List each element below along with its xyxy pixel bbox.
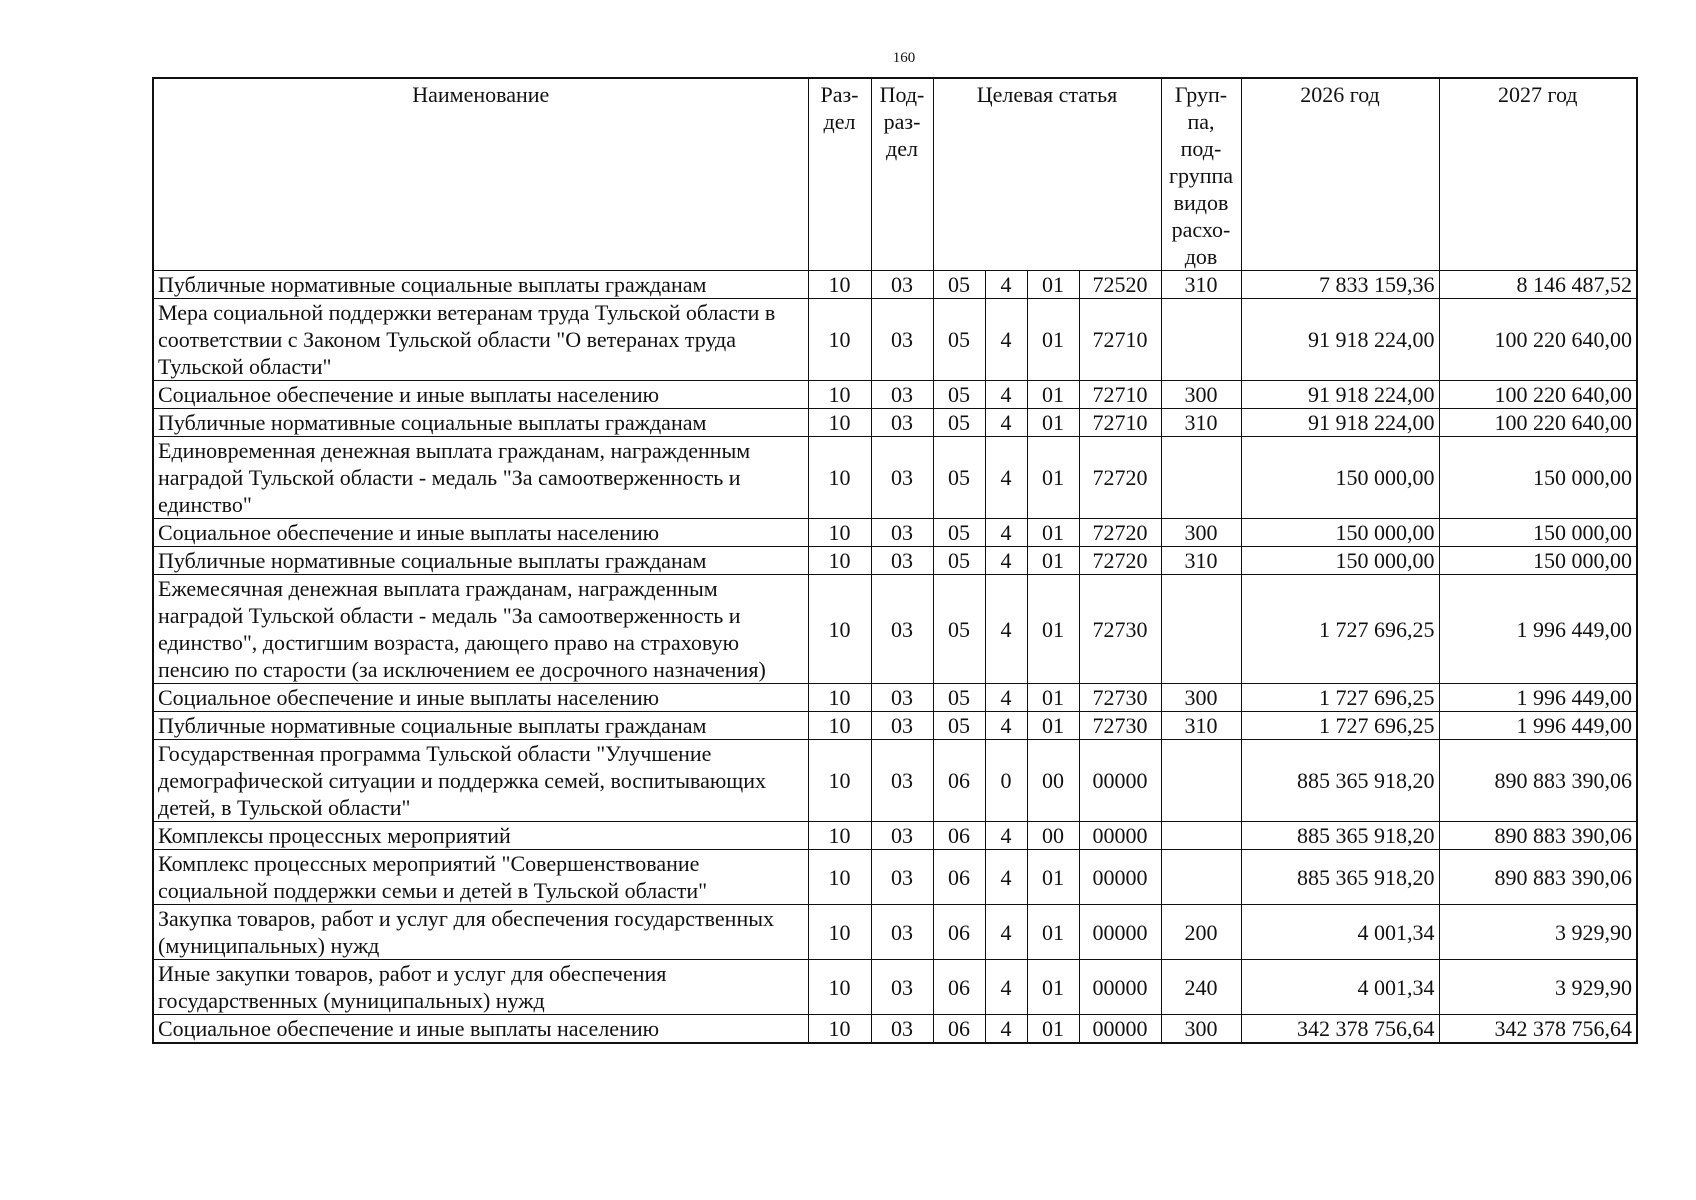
row-target-program: 06 [933,850,985,905]
row-razdel: 10 [808,905,871,960]
page-number: 160 [892,50,916,66]
row-amount-2026: 885 365 918,20 [1241,850,1439,905]
row-podrazdel: 03 [871,712,933,740]
table-row [153,519,1637,547]
header-target-article: Целевая статья [933,78,1161,271]
row-expense-group: 310 [1161,712,1241,740]
row-expense-group [1161,850,1241,905]
row-name: Иные закупки товаров, работ и услуг для обеспечения государственных (муниципальных) нужд [153,960,808,1015]
table-row [153,271,1637,299]
row-target-direction: 00000 [1079,1015,1161,1044]
row-target-type: 4 [985,822,1027,850]
row-target-direction: 72720 [1079,519,1161,547]
row-target-program: 05 [933,409,985,437]
row-target-program: 05 [933,519,985,547]
row-razdel: 10 [808,712,871,740]
table-row [153,905,1637,960]
row-target-subprogram: 01 [1027,960,1079,1015]
row-target-program: 05 [933,575,985,684]
row-podrazdel: 03 [871,271,933,299]
row-target-direction: 00000 [1079,850,1161,905]
row-name: Публичные нормативные социальные выплаты гражданам [153,409,808,437]
table-row [153,381,1637,409]
row-podrazdel: 03 [871,822,933,850]
row-name: Мера социальной поддержки ветеранам труда Тульской области в соответствии с Законом Тульской области "О ветеранах труда Тульской области" [153,299,808,381]
row-target-subprogram: 01 [1027,519,1079,547]
row-amount-2027: 100 220 640,00 [1439,299,1637,381]
row-target-subprogram: 01 [1027,712,1079,740]
row-target-subprogram: 01 [1027,1015,1079,1044]
row-target-program: 06 [933,740,985,822]
header-name: Наименование [153,78,808,271]
row-target-direction: 00000 [1079,960,1161,1015]
row-expense-group: 310 [1161,409,1241,437]
row-target-subprogram: 01 [1027,547,1079,575]
row-target-subprogram: 01 [1027,850,1079,905]
row-podrazdel: 03 [871,740,933,822]
table-row [153,850,1637,905]
row-amount-2027: 890 883 390,06 [1439,740,1637,822]
row-amount-2026: 91 918 224,00 [1241,381,1439,409]
row-podrazdel: 03 [871,299,933,381]
row-target-program: 06 [933,960,985,1015]
row-name: Социальное обеспечение и иные выплаты населению [153,684,808,712]
row-target-direction: 72720 [1079,547,1161,575]
row-amount-2027: 150 000,00 [1439,519,1637,547]
table-row [153,1015,1637,1044]
table-row [153,960,1637,1015]
row-target-subprogram: 00 [1027,740,1079,822]
row-target-type: 4 [985,299,1027,381]
row-expense-group: 200 [1161,905,1241,960]
row-target-type: 4 [985,850,1027,905]
header-expense-group: Груп-па, под-группа видов расхо-дов [1161,78,1241,271]
row-razdel: 10 [808,684,871,712]
row-target-direction: 72730 [1079,575,1161,684]
row-razdel: 10 [808,381,871,409]
row-expense-group: 300 [1161,519,1241,547]
row-expense-group: 240 [1161,960,1241,1015]
row-target-subprogram: 01 [1027,684,1079,712]
row-razdel: 10 [808,271,871,299]
row-name: Социальное обеспечение и иные выплаты населению [153,381,808,409]
row-target-direction: 72730 [1079,712,1161,740]
row-amount-2027: 342 378 756,64 [1439,1015,1637,1044]
row-amount-2026: 1 727 696,25 [1241,684,1439,712]
row-target-type: 4 [985,712,1027,740]
row-target-direction: 72730 [1079,684,1161,712]
row-podrazdel: 03 [871,409,933,437]
row-target-subprogram: 01 [1027,299,1079,381]
row-razdel: 10 [808,822,871,850]
row-expense-group [1161,299,1241,381]
row-expense-group: 300 [1161,1015,1241,1044]
row-target-program: 05 [933,712,985,740]
row-podrazdel: 03 [871,684,933,712]
row-amount-2027: 8 146 487,52 [1439,271,1637,299]
row-name: Единовременная денежная выплата гражданам, награжденным наградой Тульской области - медаль "За самоотверженность и единство" [153,437,808,519]
row-target-program: 05 [933,299,985,381]
header-2026: 2026 год [1241,78,1439,271]
row-razdel: 10 [808,740,871,822]
row-amount-2026: 4 001,34 [1241,960,1439,1015]
row-amount-2026: 885 365 918,20 [1241,822,1439,850]
table-row [153,740,1637,822]
row-podrazdel: 03 [871,850,933,905]
row-name: Государственная программа Тульской области "Улучшение демографической ситуации и поддержка семей, воспитывающих детей, в Тульской области" [153,740,808,822]
row-name: Комплексы процессных мероприятий [153,822,808,850]
row-expense-group [1161,437,1241,519]
row-expense-group: 300 [1161,381,1241,409]
row-name: Публичные нормативные социальные выплаты гражданам [153,547,808,575]
row-podrazdel: 03 [871,381,933,409]
row-target-program: 06 [933,1015,985,1044]
row-target-type: 4 [985,575,1027,684]
row-target-direction: 72720 [1079,437,1161,519]
row-target-type: 4 [985,381,1027,409]
budget-table [152,77,1638,1044]
row-target-subprogram: 00 [1027,822,1079,850]
row-target-subprogram: 01 [1027,271,1079,299]
row-name: Закупка товаров, работ и услуг для обеспечения государственных (муниципальных) нужд [153,905,808,960]
row-razdel: 10 [808,547,871,575]
row-name: Ежемесячная денежная выплата гражданам, награжденным наградой Тульской области - медаль "За самоотверженность и единство", достигшим возраста, дающего право на страховую пенсию по старости (за исключением ее досрочного назначения) [153,575,808,684]
row-amount-2027: 3 929,90 [1439,905,1637,960]
table-header-row [153,78,1637,271]
row-name: Социальное обеспечение и иные выплаты населению [153,1015,808,1044]
row-target-type: 4 [985,1015,1027,1044]
row-amount-2027: 150 000,00 [1439,547,1637,575]
row-amount-2026: 150 000,00 [1241,519,1439,547]
row-target-type: 4 [985,519,1027,547]
row-amount-2026: 150 000,00 [1241,437,1439,519]
row-podrazdel: 03 [871,437,933,519]
row-target-direction: 00000 [1079,822,1161,850]
row-razdel: 10 [808,960,871,1015]
header-2027: 2027 год [1439,78,1637,271]
table-row [153,437,1637,519]
row-amount-2026: 91 918 224,00 [1241,409,1439,437]
row-target-subprogram: 01 [1027,905,1079,960]
row-expense-group: 310 [1161,547,1241,575]
row-podrazdel: 03 [871,519,933,547]
row-amount-2027: 3 929,90 [1439,960,1637,1015]
row-target-direction: 00000 [1079,740,1161,822]
row-target-subprogram: 01 [1027,575,1079,684]
row-amount-2027: 890 883 390,06 [1439,822,1637,850]
table-row [153,575,1637,684]
table-row [153,712,1637,740]
row-target-type: 4 [985,547,1027,575]
row-podrazdel: 03 [871,547,933,575]
row-expense-group: 310 [1161,271,1241,299]
row-razdel: 10 [808,409,871,437]
header-podrazdel: Под-раз-дел [871,78,933,271]
row-amount-2027: 100 220 640,00 [1439,381,1637,409]
row-razdel: 10 [808,575,871,684]
table-row [153,547,1637,575]
row-target-type: 4 [985,271,1027,299]
row-target-program: 05 [933,437,985,519]
row-amount-2027: 1 996 449,00 [1439,712,1637,740]
row-target-type: 4 [985,437,1027,519]
row-name: Публичные нормативные социальные выплаты гражданам [153,712,808,740]
row-name: Социальное обеспечение и иные выплаты населению [153,519,808,547]
row-expense-group [1161,575,1241,684]
row-amount-2026: 7 833 159,36 [1241,271,1439,299]
row-target-program: 06 [933,905,985,960]
table-row [153,684,1637,712]
row-target-program: 06 [933,822,985,850]
row-razdel: 10 [808,1015,871,1044]
row-amount-2026: 1 727 696,25 [1241,712,1439,740]
row-amount-2027: 1 996 449,00 [1439,575,1637,684]
row-target-subprogram: 01 [1027,437,1079,519]
row-amount-2027: 100 220 640,00 [1439,409,1637,437]
row-amount-2026: 4 001,34 [1241,905,1439,960]
row-expense-group: 300 [1161,684,1241,712]
row-name: Комплекс процессных мероприятий "Совершенствование социальной поддержки семьи и детей в Тульской области" [153,850,808,905]
row-razdel: 10 [808,299,871,381]
row-target-direction: 00000 [1079,905,1161,960]
row-expense-group [1161,822,1241,850]
row-podrazdel: 03 [871,1015,933,1044]
table-body [153,271,1637,1044]
row-target-direction: 72710 [1079,409,1161,437]
row-expense-group [1161,740,1241,822]
row-podrazdel: 03 [871,575,933,684]
row-amount-2026: 1 727 696,25 [1241,575,1439,684]
row-amount-2027: 150 000,00 [1439,437,1637,519]
row-amount-2027: 890 883 390,06 [1439,850,1637,905]
row-target-type: 4 [985,905,1027,960]
table-row [153,299,1637,381]
row-target-subprogram: 01 [1027,381,1079,409]
row-target-type: 0 [985,740,1027,822]
row-target-type: 4 [985,409,1027,437]
row-razdel: 10 [808,519,871,547]
row-name: Публичные нормативные социальные выплаты гражданам [153,271,808,299]
row-target-type: 4 [985,960,1027,1015]
row-razdel: 10 [808,437,871,519]
table-row [153,822,1637,850]
row-amount-2026: 342 378 756,64 [1241,1015,1439,1044]
row-amount-2026: 91 918 224,00 [1241,299,1439,381]
row-target-subprogram: 01 [1027,409,1079,437]
row-target-program: 05 [933,381,985,409]
row-podrazdel: 03 [871,960,933,1015]
row-target-direction: 72710 [1079,299,1161,381]
row-target-program: 05 [933,547,985,575]
row-target-program: 05 [933,271,985,299]
row-target-type: 4 [985,684,1027,712]
row-amount-2027: 1 996 449,00 [1439,684,1637,712]
table-row [153,409,1637,437]
row-target-program: 05 [933,684,985,712]
row-podrazdel: 03 [871,905,933,960]
row-amount-2026: 885 365 918,20 [1241,740,1439,822]
header-razdel: Раз-дел [808,78,871,271]
row-amount-2026: 150 000,00 [1241,547,1439,575]
row-target-direction: 72520 [1079,271,1161,299]
row-razdel: 10 [808,850,871,905]
row-target-direction: 72710 [1079,381,1161,409]
